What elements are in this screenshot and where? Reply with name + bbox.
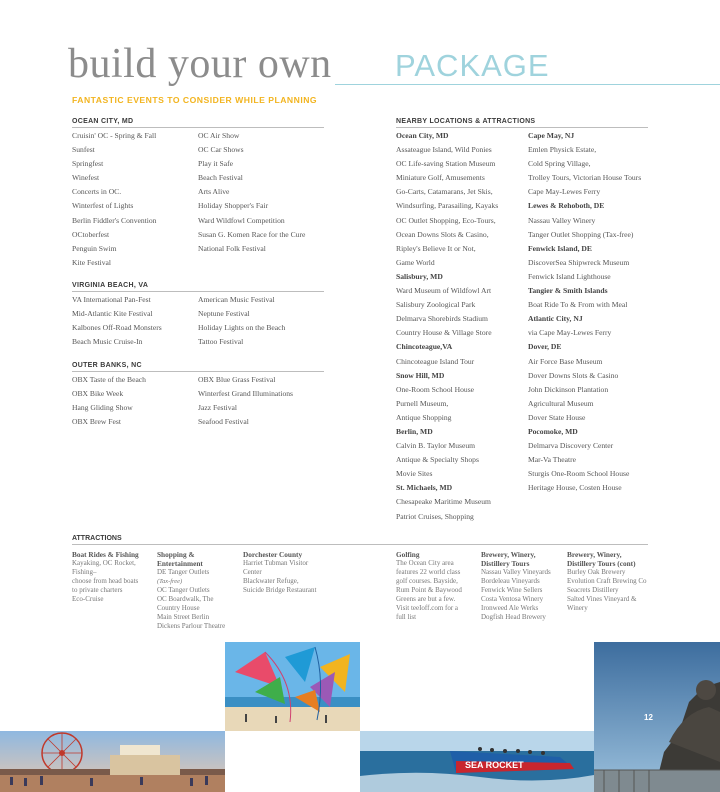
list-item: One-Room School House — [396, 384, 475, 394]
list-item: Boat Ride To & From with Meal — [528, 300, 628, 310]
list-item: Concerts in OC. — [72, 187, 122, 197]
attraction-brew1-lines — [481, 568, 565, 622]
list-item: Penguin Swim — [72, 243, 117, 253]
list-item: Trolley Tours, Victorian House Tours — [528, 173, 642, 183]
list-item: Snow Hill, MD — [396, 370, 445, 380]
list-item: Kalbones Off-Road Monsters — [72, 323, 162, 333]
list-item: Evolution Craft Brewing Co — [567, 577, 647, 585]
list-item: features 22 world class — [396, 568, 461, 576]
list-item: Country House & Village Store — [396, 328, 492, 338]
attraction-brewery-1 — [481, 550, 565, 622]
list-item: OBX Brew Fest — [72, 417, 121, 427]
list-item: Berlin Fiddler's Convention — [72, 215, 157, 225]
list-item: Chincoteague Island Tour — [396, 356, 475, 366]
list-item: Dover Downs Slots & Casino — [528, 370, 619, 380]
ocean-city-events-col1 — [72, 129, 156, 270]
list-item: OBX Taste of the Beach — [72, 375, 146, 384]
list-item: Dogfish Head Brewery — [481, 613, 546, 621]
list-item: Seacrets Distillery — [567, 586, 619, 594]
attraction-shopping-lines — [157, 586, 241, 631]
list-item: Beach Festival — [198, 173, 243, 183]
list-item: American Music Festival — [198, 295, 275, 304]
list-item: Rum Point & Baywood — [396, 586, 462, 594]
list-item: Air Force Base Museum — [528, 356, 603, 366]
page-subtitle: FANTASTIC EVENTS TO CONSIDER WHILE PLANNING — [72, 95, 318, 105]
list-item: Tattoo Festival — [198, 337, 244, 347]
list-item: Kayaking, OC Rocket, — [72, 559, 136, 567]
list-item: OC Boardwalk, The — [157, 595, 214, 603]
attraction-brew2-title1: Brewery, Winery, — [567, 550, 622, 559]
list-item: Cold Spring Village, — [528, 159, 591, 169]
list-item: Salisbury Zoological Park — [396, 300, 476, 310]
list-item: National Folk Festival — [198, 243, 266, 253]
list-item: OC Car Shows — [198, 145, 244, 155]
list-item: St. Michaels, MD — [396, 483, 453, 493]
list-item: Assateague Island, Wild Ponies — [396, 145, 492, 155]
nearby-col2 — [528, 129, 641, 495]
nearby-col1 — [396, 129, 498, 524]
list-item: Go-Carts, Catamarans, Jet Skis, — [396, 187, 493, 197]
list-item: Delmarva Shorebirds Stadium — [396, 314, 488, 324]
outer-banks-events-col1 — [72, 373, 146, 429]
list-item: Beach Music Cruise-In — [72, 337, 143, 347]
list-item: Nassau Valley Vineyards — [481, 568, 551, 576]
list-item: to private charters — [72, 586, 123, 594]
list-item: Country House — [157, 604, 200, 612]
list-item: Dover State House — [528, 412, 586, 422]
list-item: Holiday Shopper's Fair — [198, 201, 269, 211]
list-item: full list — [396, 613, 417, 621]
list-item: Antique Shopping — [396, 412, 452, 422]
list-item: Greens are but a few. — [396, 595, 456, 603]
attraction-shopping-title2: Entertainment — [157, 559, 203, 568]
list-item: Cape May-Lewes Ferry — [528, 187, 601, 197]
list-item: Windsurfing, Parasailing, Kayaks — [396, 201, 499, 211]
list-item: Mar-Va Theatre — [528, 455, 576, 465]
attraction-dorchester-title: Dorchester County — [243, 550, 303, 559]
list-item: VA International Pan-Fest — [72, 295, 151, 304]
list-item: Susan G. Komen Race for the Cure — [198, 229, 306, 239]
list-item: Winterfest Grand Illuminations — [198, 389, 294, 399]
list-item: Jazz Festival — [198, 403, 238, 413]
page-title-left: build your own — [68, 41, 332, 87]
list-item: Fenwick Island Lighthouse — [528, 271, 611, 281]
boat-label: SEA ROCKET — [465, 760, 524, 770]
attraction-shopping-line1: DE Tanger Outlets — [157, 568, 210, 576]
attraction-brewery-2 — [567, 550, 657, 613]
list-item: Winery — [567, 604, 588, 612]
list-item: Dickens Parlour Theatre — [157, 622, 226, 630]
list-item: OC Outlet Shopping, Eco-Tours, — [396, 215, 496, 225]
list-item: OC Tanger Outlets — [157, 586, 210, 594]
list-item: Chincoteague,VA — [396, 342, 453, 352]
attraction-boat-title: Boat Rides & Fishing — [72, 550, 139, 559]
list-item: Burley Oak Brewery — [567, 568, 626, 576]
kites-beach-photo — [225, 642, 360, 731]
list-item: Pocomoke, MD — [528, 426, 578, 436]
list-item: OCtoberfest — [72, 229, 110, 239]
attraction-brew2-title2: Distillery Tours (cont) — [567, 559, 636, 568]
list-item: Chesapeake Maritime Museum — [396, 497, 491, 507]
list-item: Fenwick Island, DE — [528, 243, 592, 253]
nearby-heading: NEARBY LOCATIONS & ATTRACTIONS — [396, 118, 648, 128]
list-item: Center — [243, 568, 262, 576]
list-item: OC Air Show — [198, 131, 240, 140]
page-number: 12 — [644, 713, 653, 722]
list-item: Tangier & Smith Islands — [528, 286, 608, 296]
list-item: Nassau Valley Winery — [528, 215, 596, 225]
list-item: Emlen Physick Estate, — [528, 145, 597, 155]
list-item: Blackwater Refuge, — [243, 577, 299, 585]
attraction-shopping-taxfree: (Tax-free) — [157, 578, 183, 585]
list-item: OBX Bike Week — [72, 389, 124, 399]
boardwalk-photo — [0, 731, 225, 792]
list-item: Ironweed Ale Werks — [481, 604, 539, 612]
list-item: Hang Gliding Show — [72, 403, 133, 413]
list-item: Springfest — [72, 159, 104, 169]
list-item: John Dickinson Plantation — [528, 384, 609, 394]
list-item: Costa Ventosa Winery — [481, 595, 544, 603]
list-item: Game World — [396, 257, 435, 267]
list-item: Berlin, MD — [396, 426, 433, 436]
list-item: Lewes & Rehoboth, DE — [528, 201, 605, 211]
list-item: Winterfest of Lights — [72, 201, 134, 211]
ocean-city-events-col2 — [198, 129, 305, 256]
virginia-beach-events-col1 — [72, 293, 162, 349]
list-item: Salisbury, MD — [396, 271, 443, 281]
list-item: Suicide Bridge Restaurant — [243, 586, 317, 594]
list-item: golf courses. Bayside, — [396, 577, 458, 585]
list-item: Calvin B. Taylor Museum — [396, 441, 476, 451]
list-item: Kite Festival — [72, 257, 112, 267]
list-item: Miniature Golf, Amusements — [396, 173, 485, 183]
list-item: Visit teeIoff.com for a — [396, 604, 459, 612]
page-title-right: PACKAGE — [395, 48, 550, 83]
attraction-dorchester-lines — [243, 559, 333, 595]
list-item: Main Street Berlin — [157, 613, 210, 621]
list-item: choose from head boats — [72, 577, 139, 585]
list-item: Holiday Lights on the Beach — [198, 323, 286, 333]
title-divider — [335, 84, 720, 85]
list-item: Ripley's Believe It or Not, — [396, 243, 476, 253]
list-item: Movie Sites — [396, 469, 433, 479]
list-item: OBX Blue Grass Festival — [198, 375, 276, 384]
attraction-shopping — [157, 550, 241, 631]
attraction-shopping-title1: Shopping & — [157, 550, 195, 559]
virginia-beach-events-col2 — [198, 293, 285, 349]
list-item: The Ocean City area — [396, 559, 454, 567]
list-item: Ward Wildfowl Competition — [198, 215, 285, 225]
attraction-dorchester — [243, 550, 333, 595]
list-item: Cruisin' OC - Spring & Fall — [72, 131, 157, 140]
list-item: Bordeleau Vineyards — [481, 577, 540, 585]
attraction-boat-lines — [72, 559, 154, 604]
list-item: Mid-Atlantic Kite Festival — [72, 309, 153, 319]
list-item: via Cape May-Lewes Ferry — [528, 328, 612, 338]
list-item: Dover, DE — [528, 342, 562, 352]
list-item: Eco-Cruise — [72, 595, 104, 603]
list-item: Ocean Downs Slots & Casino, — [396, 229, 489, 239]
attraction-boat-rides — [72, 550, 154, 604]
list-item: Seafood Festival — [198, 417, 249, 427]
list-item: Play it Safe — [198, 159, 234, 169]
ocean-city-heading: OCEAN CITY, MD — [72, 118, 324, 128]
list-item: Delmarva Discovery Center — [528, 441, 614, 451]
list-item: Sturgis One-Room School House — [528, 469, 630, 479]
list-item: Sunfest — [72, 145, 95, 155]
attraction-golfing-lines — [396, 559, 478, 622]
list-item: Agricultural Museum — [528, 398, 594, 408]
attractions-heading: ATTRACTIONS — [72, 535, 648, 545]
list-item: Atlantic City, NJ — [528, 314, 583, 324]
list-item: Fishing– — [72, 568, 97, 576]
list-item: Arts Alive — [198, 187, 230, 197]
list-item: Ocean City, MD — [396, 131, 449, 140]
list-item: Neptune Festival — [198, 309, 250, 319]
list-item: DiscoverSea Shipwreck Museum — [528, 257, 630, 267]
list-item: Antique & Specialty Shops — [396, 455, 479, 465]
list-item: Patriot Cruises, Shopping — [396, 511, 474, 521]
attraction-golfing-title: Golfing — [396, 550, 420, 559]
list-item: Fenwick Wine Sellers — [481, 586, 543, 594]
neptune-statue-photo — [594, 642, 720, 792]
list-item: Purnell Museum, — [396, 398, 449, 408]
list-item: Heritage House, Costen House — [528, 483, 622, 493]
attraction-brew2-lines — [567, 568, 657, 613]
list-item: Winefest — [72, 173, 100, 183]
virginia-beach-heading: VIRGINIA BEACH, VA — [72, 282, 324, 292]
attraction-brew1-title2: Distillery Tours — [481, 559, 530, 568]
attraction-golfing — [396, 550, 478, 622]
list-item: Salted Vines Vineyard & — [567, 595, 637, 603]
attraction-brew1-title1: Brewery, Winery, — [481, 550, 536, 559]
list-item: Ward Museum of Wildfowl Art — [396, 286, 492, 296]
list-item: OC Life-saving Station Museum — [396, 159, 496, 169]
list-item: Harriet Tubman Visitor — [243, 559, 309, 567]
outer-banks-heading: OUTER BANKS, NC — [72, 362, 324, 372]
list-item: Tanger Outlet Shopping (Tax-free) — [528, 229, 634, 239]
sea-rocket-boat-photo — [360, 731, 594, 792]
outer-banks-events-col2 — [198, 373, 293, 429]
list-item: Cape May, NJ — [528, 131, 575, 140]
